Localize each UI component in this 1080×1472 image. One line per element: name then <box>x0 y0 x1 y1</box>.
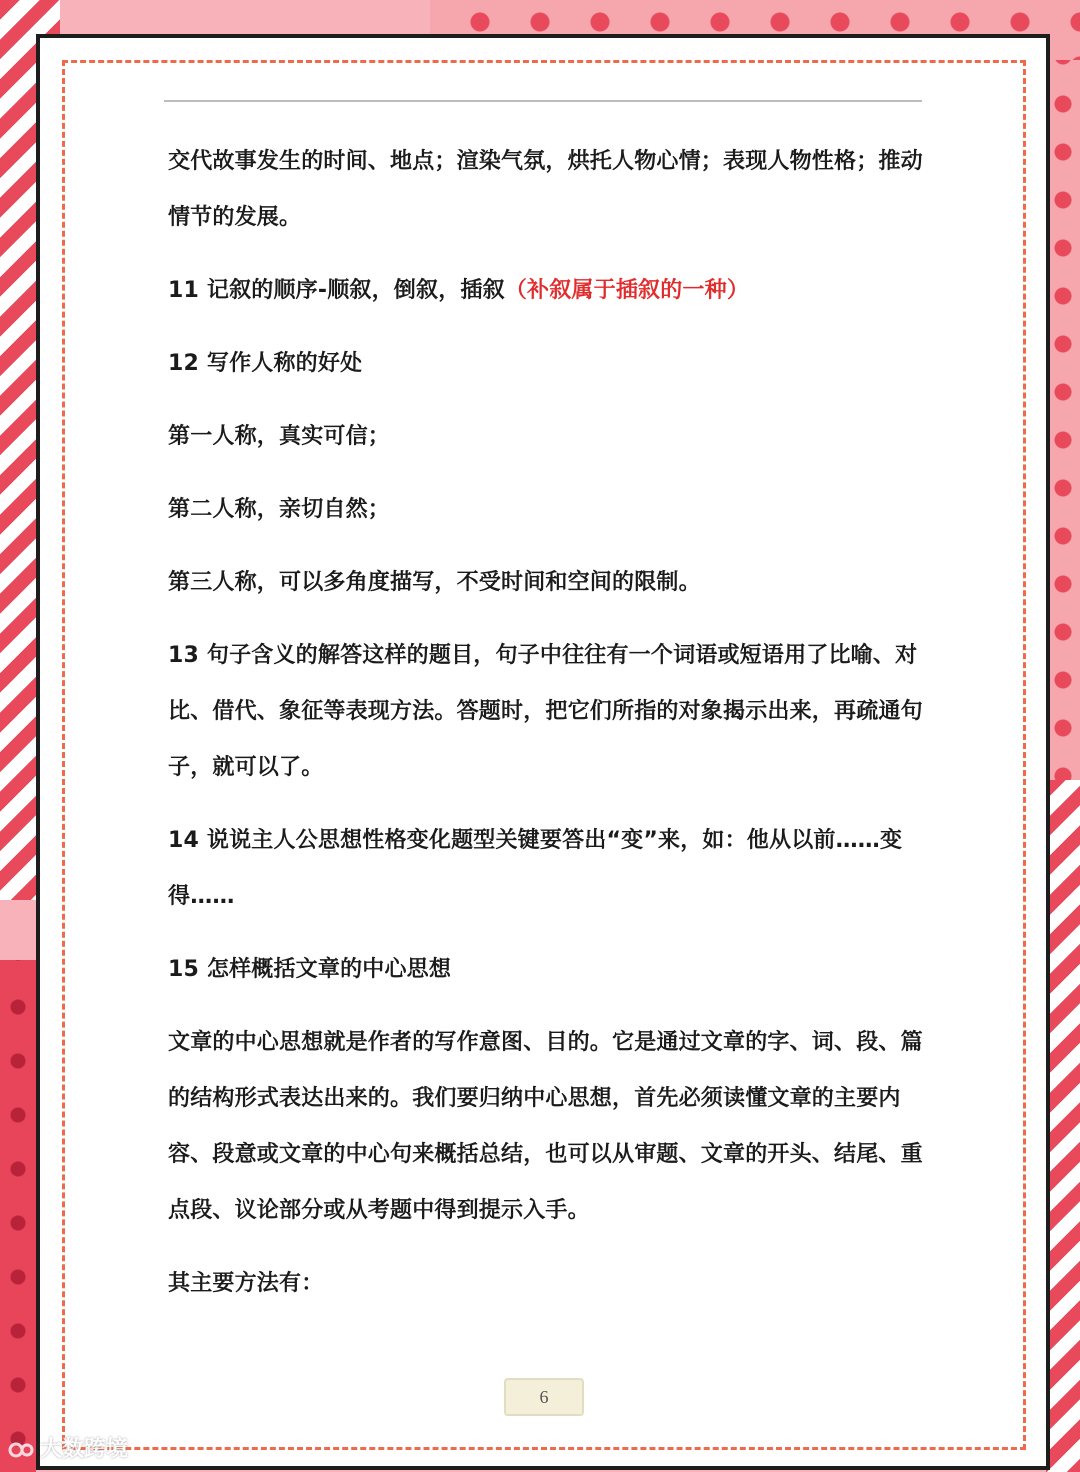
paragraph: 文章的中心思想就是作者的写作意图、目的。它是通过文章的字、词、段、篇的结构形式表达出来的。我们要归纳中心思想，首先必须读懂文章的主要内容、段意或文章的中心句来概括总结，也可以从审题、文章的开头、结尾、重点段、议论部分或从考题中得到提示入手。 <box>168 1030 923 1223</box>
item-15-heading: 15 怎样概括文章的中心思想 <box>168 957 452 982</box>
page-number: 6 <box>504 1378 584 1416</box>
item-14: 14 说说主人公思想性格变化题型关键要答出“变”来，如：他从以前……变得…… <box>168 828 903 909</box>
item-11 <box>168 263 938 319</box>
item-11-text: 11 记叙的顺序-顺叙，倒叙，插叙 <box>168 278 505 303</box>
paragraph: 第二人称，亲切自然； <box>168 497 391 522</box>
paragraph: 第三人称，可以多角度描写，不受时间和空间的限制。 <box>168 570 701 595</box>
item-11-highlight: （补叙属于插叙的一种） <box>504 278 750 303</box>
item-12-heading: 12 写作人称的好处 <box>168 351 363 376</box>
document-card <box>36 34 1050 1470</box>
paragraph: 第一人称，真实可信； <box>168 424 391 449</box>
watermark <box>8 1432 128 1463</box>
item-13: 13 句子含义的解答这样的题目，句子中往往有一个词语或短语用了比喻、对比、借代、象征等表现方法。答题时，把它们所指的对象揭示出来，再疏通句子，就可以了。 <box>168 643 923 780</box>
background-stripes-right <box>1046 780 1080 1472</box>
paragraph: 其主要方法有： <box>168 1271 324 1296</box>
watermark-text: 大数跨境 <box>40 1437 129 1462</box>
document-body <box>168 134 938 1312</box>
divider-line <box>164 100 922 102</box>
background-red-left <box>0 960 36 1472</box>
paragraph: 交代故事发生的时间、地点；渲染气氛，烘托人物心情；表现人物性格；推动情节的发展。 <box>168 149 923 230</box>
background-dots-right <box>1046 60 1080 820</box>
watermark-logo-icon <box>8 1439 34 1461</box>
